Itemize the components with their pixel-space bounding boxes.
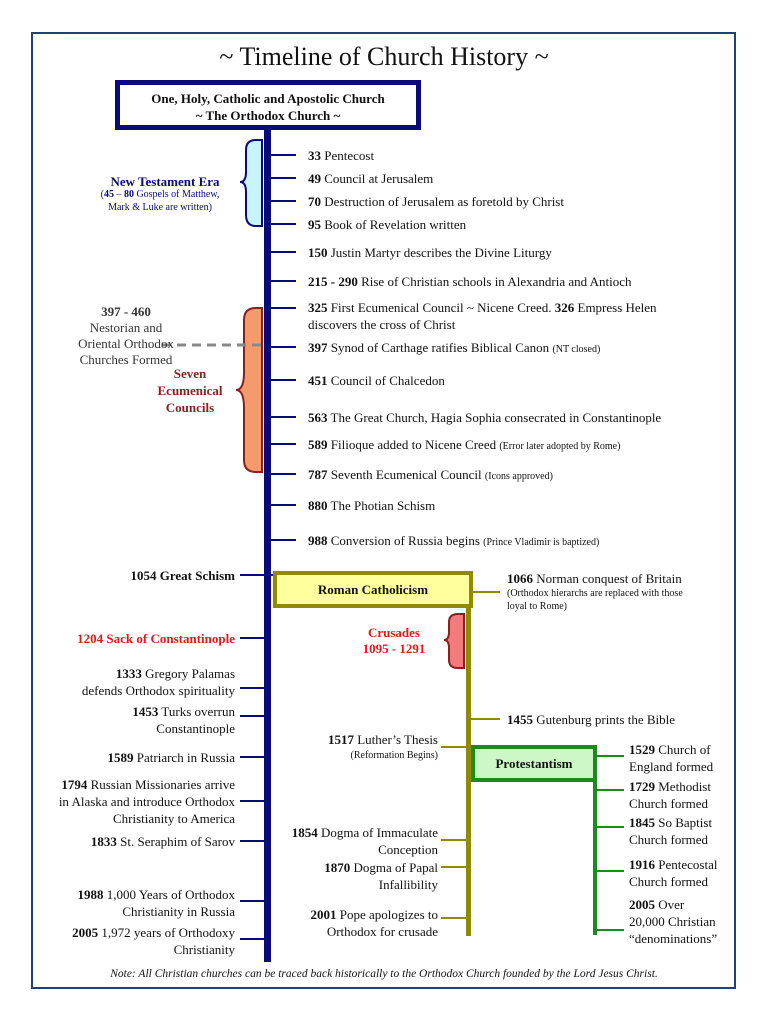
event-1845: 1845 So Baptist Church formed — [629, 815, 713, 847]
nt-era-title: New Testament Era — [110, 174, 220, 189]
councils-brace — [236, 308, 262, 472]
event-1529: 1529 Church of England formed — [629, 742, 714, 774]
event-1870: 1870 Dogma of Papal Infallibility — [324, 860, 438, 892]
councils-label: Seven Ecumenical Councils — [157, 366, 223, 415]
roman-catholicism-label: Roman Catholicism — [317, 582, 429, 597]
event-49: 49 Council at Jerusalem — [308, 171, 434, 186]
root-line-2: ~ The Orthodox Church ~ — [195, 108, 341, 123]
catholic-trunk — [466, 606, 471, 936]
event-1455: 1455 Gutenburg prints the Bible — [507, 712, 676, 727]
event-1988: 1988 1,000 Years of Orthodox Christianity in Russia — [77, 887, 235, 919]
event-787: 787 Seventh Ecumenical Council (Icons approved) — [308, 467, 553, 482]
event-1729: 1729 Methodist Church formed — [629, 779, 711, 811]
event-1204-sack: 1204 Sack of Constantinople — [77, 631, 235, 646]
event-70: 70 Destruction of Jerusalem as foretold by Christ — [308, 194, 564, 209]
event-880: 880 The Photian Schism — [308, 498, 436, 513]
event-1794: 1794 Russian Missionaries arrive in Alaska and introduce Orthodox Christianity to America — [58, 777, 235, 826]
event-325: 325 First Ecumenical Council ~ Nicene Creed. 326 Empress Helen discovers the cross of Christ — [308, 300, 657, 332]
protestant-trunk — [593, 747, 597, 935]
protestantism-label: Protestantism — [495, 756, 573, 771]
event-1054-schism: 1054 Great Schism — [130, 568, 235, 583]
event-1066: 1066 Norman conquest of Britain — [507, 571, 682, 586]
event-1833: 1833 St. Seraphim of Sarov — [90, 834, 235, 849]
event-1333: 1333 Gregory Palamas defends Orthodox spirituality — [81, 666, 235, 698]
event-1066-note: (Orthodox hierarchs are replaced with those loyal to Rome) — [507, 588, 683, 612]
page-title: ~ Timeline of Church History ~ — [219, 42, 549, 71]
event-1517: 1517 Luther’s Thesis — [327, 732, 438, 747]
orthodox-left-ticks — [240, 575, 264, 939]
event-33: 33 Pentecost — [308, 148, 375, 163]
event-1854: 1854 Dogma of Immaculate Conception — [291, 825, 438, 857]
event-2001: 2001 Pope apologizes to Orthodox for crusade — [310, 907, 438, 939]
event-397: 397 Synod of Carthage ratifies Biblical Canon (NT closed) — [308, 340, 601, 355]
event-2005-denominations: 2005 Over 20,000 Christian “denominations” — [629, 897, 718, 946]
protestant-ticks — [597, 756, 624, 930]
event-150: 150 Justin Martyr describes the Divine Liturgy — [308, 245, 552, 260]
event-988: 988 Conversion of Russia begins (Prince Vladimir is baptized) — [308, 533, 600, 548]
footer-note: Note: All Christian churches can be traced back historically to the Orthodox Church founded by the Lord Jesus Christ. — [110, 968, 658, 980]
orthodox-right-ticks — [271, 155, 296, 540]
crusades-label: Crusades 1095 - 1291 — [362, 625, 426, 656]
event-589: 589 Filioque added to Nicene Creed (Error later adopted by Rome) — [308, 437, 621, 452]
event-2005-orthodox: 2005 1,972 years of Orthodoxy Christianity — [72, 925, 235, 957]
crusades-brace — [444, 614, 464, 668]
event-563: 563 The Great Church, Hagia Sophia consecrated in Constantinople — [308, 410, 662, 425]
event-215: 215 - 290 Rise of Christian schools in Alexandria and Antioch — [308, 274, 632, 289]
event-1589: 1589 Patriarch in Russia — [107, 750, 235, 765]
root-line-1: One, Holy, Catholic and Apostolic Church — [151, 91, 385, 106]
nestorian-label: 397 - 460 Nestorian and Oriental Orthodox Churches Formed — [78, 304, 174, 367]
event-1916: 1916 Pentecostal Church formed — [629, 857, 718, 889]
event-451: 451 Council of Chalcedon — [308, 373, 445, 388]
event-1517-note: (Reformation Begins) — [350, 750, 438, 761]
event-1453: 1453 Turks overrun Constantinople — [132, 704, 235, 736]
nt-era-note: (45 – 80 Gospels of Matthew, Mark & Luke are written) — [100, 189, 220, 213]
event-95: 95 Book of Revelation written — [308, 217, 467, 232]
